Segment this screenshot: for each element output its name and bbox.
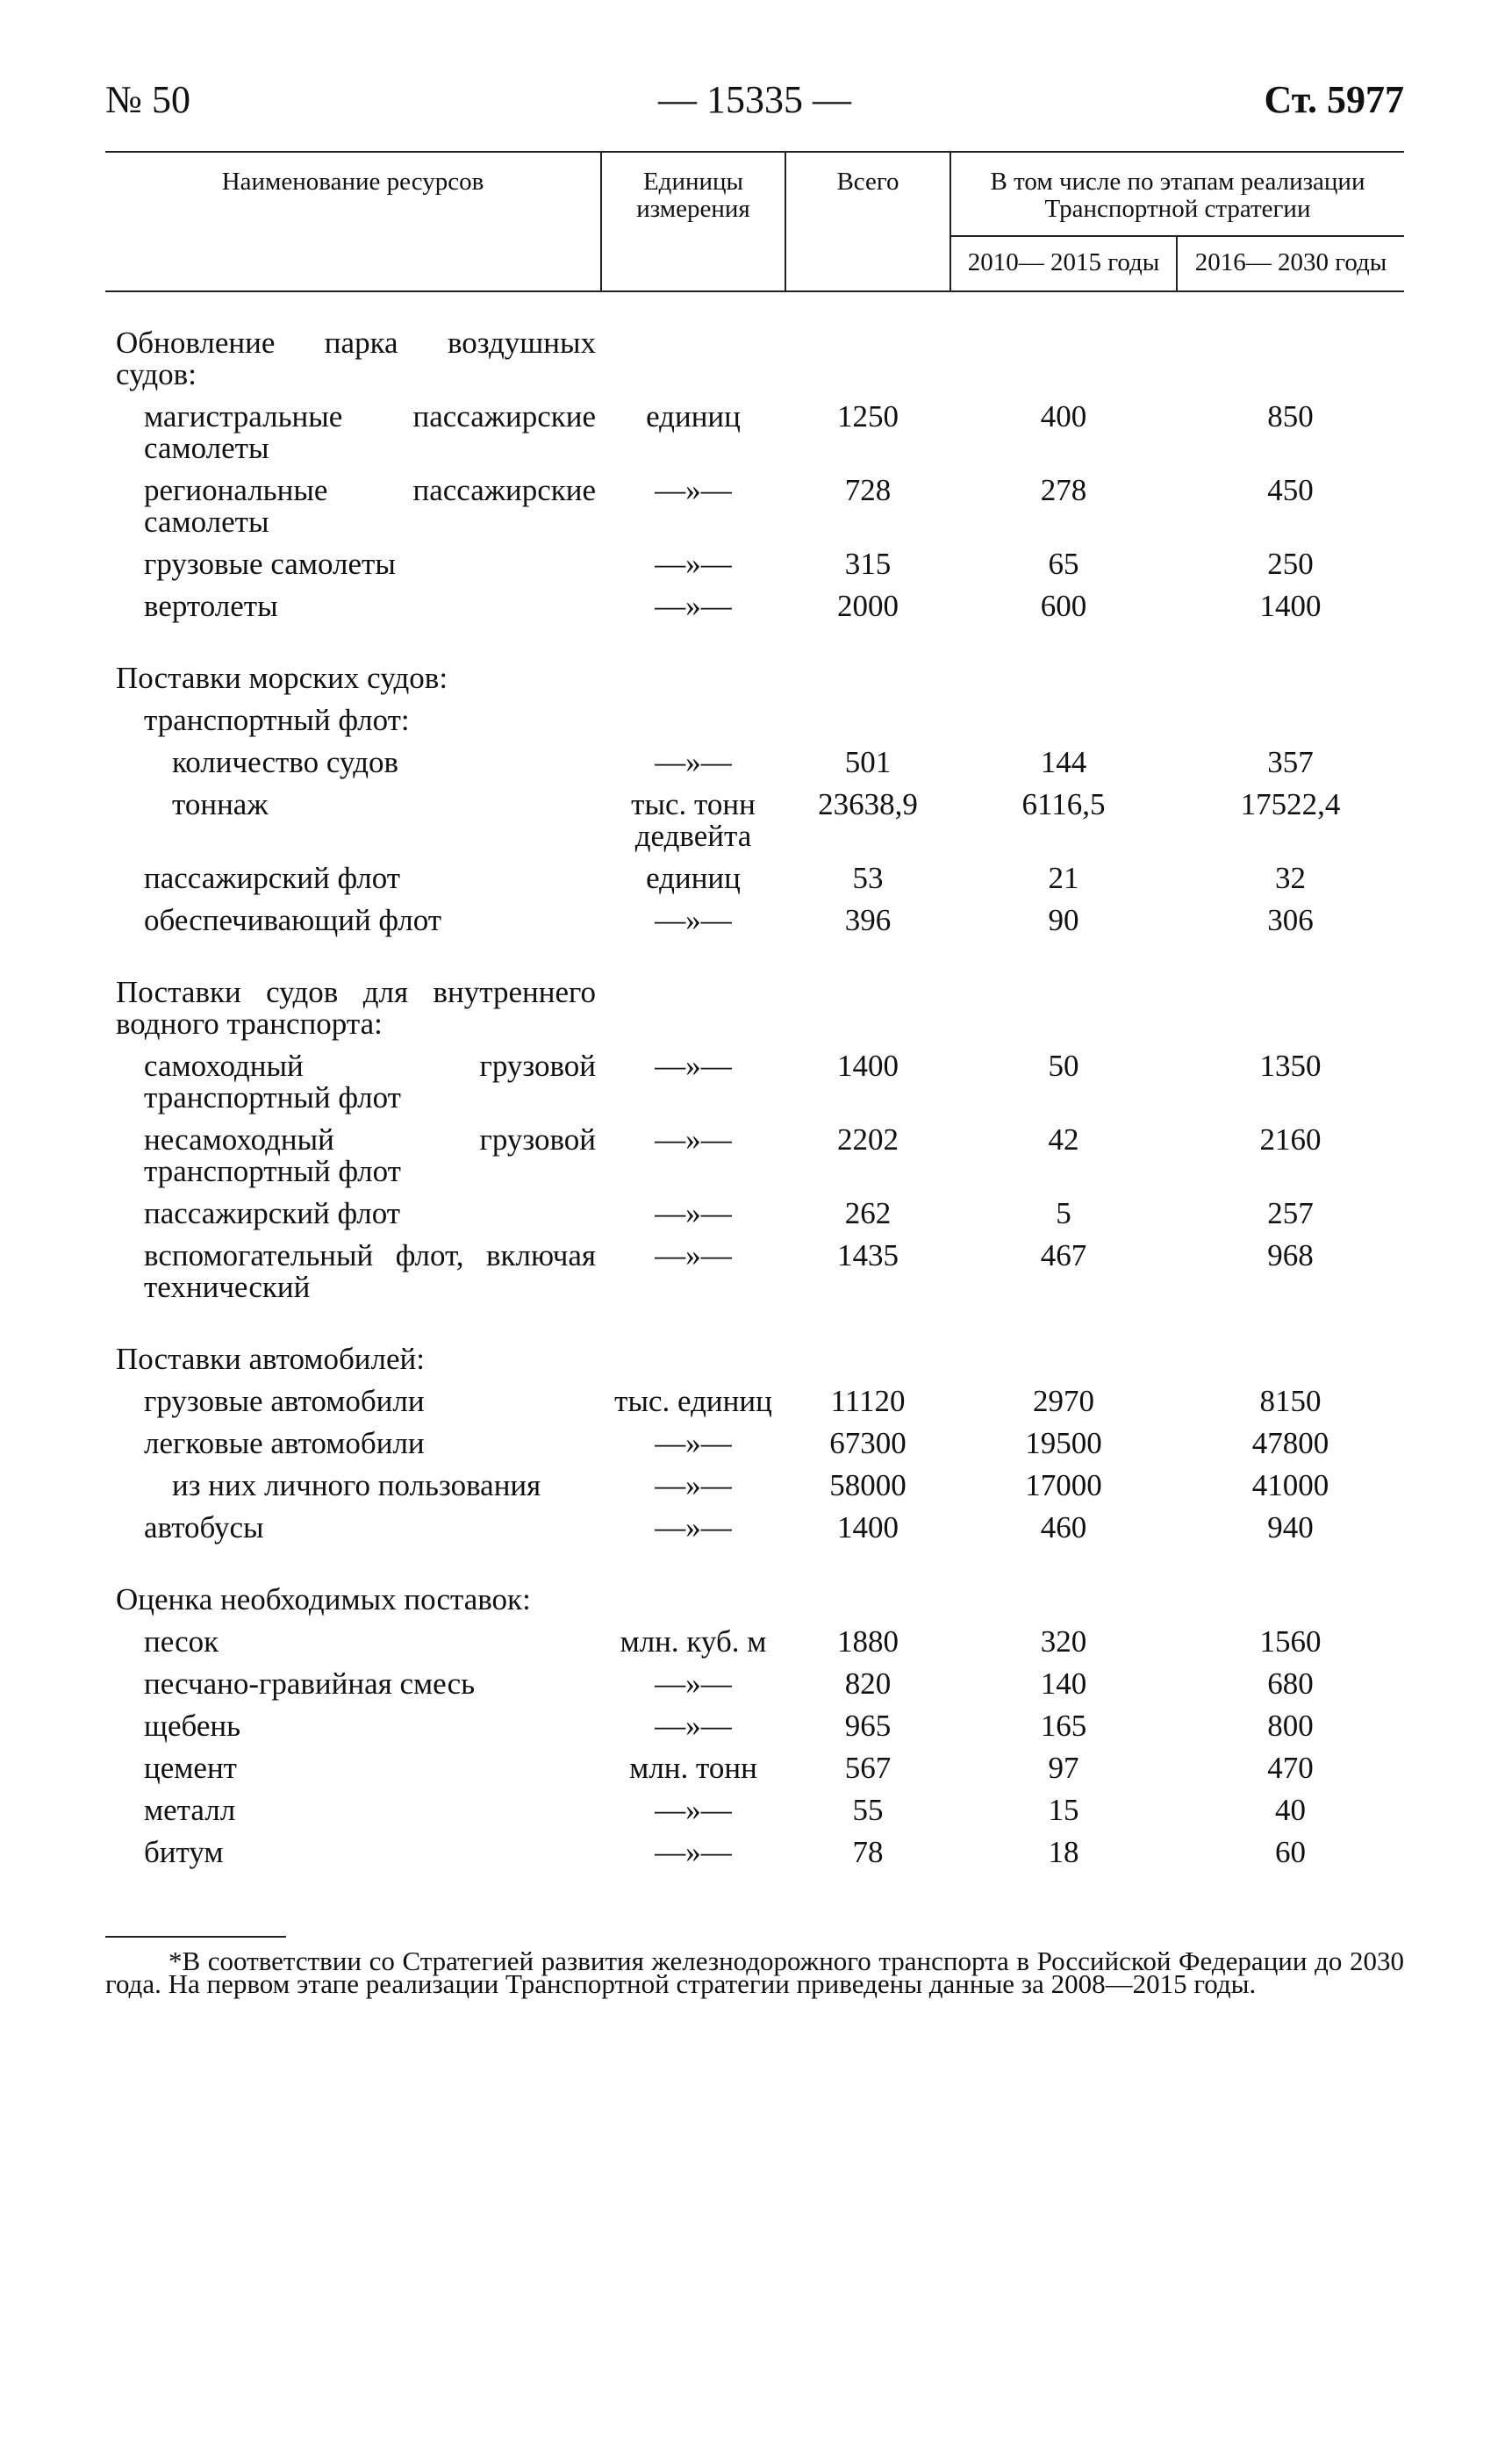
stage2-cell: 257 — [1267, 1196, 1314, 1230]
total-cell: 501 — [844, 745, 892, 779]
resource-name-cell: магистральные пассажирские самолеты — [144, 399, 596, 465]
group-title: Поставки автомобилей: — [116, 1342, 425, 1376]
unit-cell: тыс. тонн дедвейта — [631, 787, 756, 853]
stage2-cell: 968 — [1267, 1238, 1314, 1272]
total-cell: 55 — [852, 1793, 884, 1827]
stage2-cell: 680 — [1267, 1666, 1314, 1701]
stage1-cell: 400 — [1040, 399, 1087, 434]
stage2-cell: 470 — [1267, 1751, 1314, 1785]
group-title: Оценка необходимых поставок: — [116, 1582, 531, 1616]
group-row — [105, 1338, 1404, 1380]
stage2-cell — [1177, 699, 1404, 742]
stage2-cell: 32 — [1275, 861, 1306, 895]
table-body — [105, 291, 1404, 1874]
unit-cell: —»— — [655, 1238, 732, 1272]
stage1-cell: 17000 — [1025, 1468, 1102, 1502]
table-header — [105, 152, 1404, 291]
article-number: Ст. 5977 — [1264, 78, 1404, 121]
spacer-row — [105, 627, 1404, 657]
resource-name-cell: обеспечивающий флот — [144, 903, 442, 937]
stage1-cell: 320 — [1040, 1624, 1087, 1659]
stage1-cell: 467 — [1040, 1238, 1087, 1272]
unit-cell: —»— — [655, 1049, 732, 1083]
stage1-cell: 42 — [1048, 1122, 1079, 1157]
total-cell: 965 — [844, 1709, 892, 1743]
stage1-cell: 144 — [1040, 745, 1087, 779]
unit-cell: —»— — [655, 473, 732, 507]
unit-cell: —»— — [655, 1426, 732, 1460]
unit-cell: —»— — [655, 1510, 732, 1545]
table-row — [105, 1831, 1404, 1874]
stage1-cell: 90 — [1048, 903, 1079, 937]
col-header-name: Наименование ресурсов — [105, 152, 601, 291]
stage1-cell — [950, 699, 1177, 742]
total-cell: 728 — [844, 473, 892, 507]
table-row — [105, 469, 1404, 543]
table-row — [105, 585, 1404, 627]
table-row — [105, 857, 1404, 899]
stage1-cell: 278 — [1040, 473, 1087, 507]
stage2-cell: 357 — [1267, 745, 1314, 779]
unit-cell: млн. куб. м — [620, 1624, 767, 1659]
total-cell: 11120 — [830, 1384, 906, 1418]
unit-cell: —»— — [655, 1666, 732, 1701]
group-title: Поставки судов для внутреннего водного транспорта: — [116, 975, 596, 1041]
table-row — [105, 1663, 1404, 1705]
unit-cell — [601, 699, 785, 742]
table-row — [105, 742, 1404, 784]
total-cell: 1880 — [837, 1624, 899, 1659]
col-header-stage1: 2010— 2015 годы — [950, 236, 1177, 291]
resource-name-cell: пассажирский флот — [144, 1196, 401, 1230]
unit-cell: —»— — [655, 1122, 732, 1157]
empty-cell — [950, 322, 1177, 396]
empty-cell — [785, 657, 950, 699]
stage2-cell: 250 — [1267, 547, 1314, 581]
stage2-cell: 1400 — [1259, 589, 1322, 623]
stage1-cell: 140 — [1040, 1666, 1087, 1701]
total-cell: 1400 — [837, 1049, 899, 1083]
stage2-cell: 940 — [1267, 1510, 1314, 1545]
total-cell: 315 — [844, 547, 892, 581]
empty-cell — [601, 1579, 785, 1621]
spacer-row — [105, 291, 1404, 322]
footnote: *В соответствии со Стратегией развития железнодорожного транспорта в Российской Федерации до 2030 года. На первом этапе реализации Транспортной стратегии приведены данные за 2008—2015 годы. — [105, 1946, 1404, 1999]
total-cell: 1400 — [837, 1510, 899, 1545]
col-header-stage2: 2016— 2030 годы — [1177, 236, 1404, 291]
resource-name-cell: из них личного пользования — [172, 1468, 541, 1502]
unit-cell: —»— — [655, 589, 732, 623]
empty-cell — [1177, 971, 1404, 1045]
group-row — [105, 1579, 1404, 1621]
stage2-cell: 850 — [1267, 399, 1314, 434]
col-header-unit: Единицы измерения — [601, 152, 785, 291]
total-cell: 396 — [844, 903, 892, 937]
stage2-cell: 60 — [1275, 1835, 1306, 1869]
resource-name-cell: региональные пассажирские самолеты — [144, 473, 596, 539]
page-header — [105, 77, 1404, 130]
page-number: — 15335 — — [658, 78, 851, 121]
stage2-cell: 40 — [1275, 1793, 1306, 1827]
stage2-cell: 1560 — [1259, 1624, 1322, 1659]
group-title: Обновление парка воздушных судов: — [116, 326, 596, 391]
resource-name-cell: вспомогательный флот, включая технический — [144, 1238, 596, 1304]
total-cell: 2202 — [837, 1122, 899, 1157]
stage2-cell: 1350 — [1259, 1049, 1322, 1083]
unit-cell: —»— — [655, 1793, 732, 1827]
table-row — [105, 1465, 1404, 1507]
total-cell: 23638,9 — [818, 787, 918, 821]
resource-name-cell: песок — [144, 1624, 219, 1659]
table-row — [105, 1380, 1404, 1423]
table-row — [105, 396, 1404, 469]
resource-name-cell: битум — [144, 1835, 224, 1869]
table-row — [105, 1507, 1404, 1549]
table-row — [105, 1705, 1404, 1747]
unit-cell: —»— — [655, 547, 732, 581]
col-header-total: Всего — [785, 152, 950, 291]
spacer-row — [105, 1308, 1404, 1338]
resource-name-cell: грузовые самолеты — [144, 547, 396, 581]
stage1-cell: 6116,5 — [1021, 787, 1106, 821]
unit-cell: единиц — [646, 399, 741, 434]
resource-name-cell: транспортный флот: — [144, 703, 410, 737]
table-row — [105, 899, 1404, 942]
empty-cell — [950, 1338, 1177, 1380]
empty-cell — [1177, 657, 1404, 699]
stage1-cell: 18 — [1048, 1835, 1079, 1869]
resource-name-cell: несамоходный грузовой транспортный флот — [144, 1122, 596, 1188]
stage1-cell: 19500 — [1025, 1426, 1102, 1460]
resource-name-cell: грузовые автомобили — [144, 1384, 425, 1418]
total-cell: 53 — [852, 861, 884, 895]
empty-cell — [601, 657, 785, 699]
empty-cell — [1177, 1579, 1404, 1621]
stage1-cell: 460 — [1040, 1510, 1087, 1545]
unit-cell: —»— — [655, 1468, 732, 1502]
empty-cell — [601, 1338, 785, 1380]
table-row — [105, 1747, 1404, 1789]
empty-cell — [601, 322, 785, 396]
empty-cell — [1177, 322, 1404, 396]
total-cell: 2000 — [837, 589, 899, 623]
stage1-cell: 65 — [1048, 547, 1079, 581]
total-cell: 567 — [844, 1751, 892, 1785]
stage2-cell: 450 — [1267, 473, 1314, 507]
spacer-row — [105, 942, 1404, 971]
table-row — [105, 1045, 1404, 1119]
stage1-cell: 15 — [1048, 1793, 1079, 1827]
table-row — [105, 1193, 1404, 1235]
stage2-cell: 306 — [1267, 903, 1314, 937]
resource-name-cell: цемент — [144, 1751, 237, 1785]
table-row — [105, 1119, 1404, 1193]
empty-cell — [1177, 1338, 1404, 1380]
total-cell: 262 — [844, 1196, 892, 1230]
stage1-cell: 97 — [1048, 1751, 1079, 1785]
unit-cell: —»— — [655, 1196, 732, 1230]
resource-name-cell: песчано-гравийная смесь — [144, 1666, 476, 1701]
total-cell: 67300 — [829, 1426, 906, 1460]
unit-cell: —»— — [655, 903, 732, 937]
stage1-cell: 165 — [1040, 1709, 1087, 1743]
empty-cell — [601, 971, 785, 1045]
stage1-cell: 5 — [1056, 1196, 1071, 1230]
stage1-cell: 2970 — [1033, 1384, 1094, 1418]
group-title: Поставки морских судов: — [116, 661, 448, 695]
total-cell: 1435 — [837, 1238, 899, 1272]
stage2-cell: 800 — [1267, 1709, 1314, 1743]
stage2-cell: 2160 — [1259, 1122, 1322, 1157]
resource-name-cell: металл — [144, 1793, 236, 1827]
group-row — [105, 322, 1404, 396]
stage1-cell: 600 — [1040, 589, 1087, 623]
stage2-cell: 47800 — [1251, 1426, 1329, 1460]
resource-name-cell: автобусы — [144, 1510, 264, 1545]
table-row — [105, 1789, 1404, 1831]
total-cell: 1250 — [837, 399, 899, 434]
spacer-row — [105, 1549, 1404, 1579]
stage2-cell: 8150 — [1259, 1384, 1322, 1418]
stage1-cell: 50 — [1048, 1049, 1079, 1083]
empty-cell — [950, 657, 1177, 699]
resource-name-cell: пассажирский флот — [144, 861, 401, 895]
col-header-stages: В том числе по этапам реализации Транспортной стратегии — [950, 152, 1404, 236]
table-row — [105, 1423, 1404, 1465]
unit-cell: —»— — [655, 1709, 732, 1743]
table-row — [105, 784, 1404, 857]
unit-cell: тыс. единиц — [614, 1384, 772, 1418]
unit-cell: —»— — [655, 1835, 732, 1869]
table-row — [105, 543, 1404, 585]
unit-cell: единиц — [646, 861, 741, 895]
stage2-cell: 17522,4 — [1240, 787, 1341, 821]
resource-name-cell: легковые автомобили — [144, 1426, 425, 1460]
empty-cell — [950, 971, 1177, 1045]
empty-cell — [785, 1579, 950, 1621]
total-cell: 78 — [852, 1835, 884, 1869]
table-row — [105, 699, 1404, 742]
total-cell: 820 — [844, 1666, 892, 1701]
resource-name-cell: тоннаж — [172, 787, 269, 821]
footnote-rule — [105, 1936, 286, 1938]
total-cell: 58000 — [829, 1468, 906, 1502]
resource-name-cell: количество судов — [172, 745, 399, 779]
unit-cell: —»— — [655, 745, 732, 779]
empty-cell — [950, 1579, 1177, 1621]
resource-name-cell: щебень — [144, 1709, 241, 1743]
group-row — [105, 657, 1404, 699]
empty-cell — [785, 971, 950, 1045]
resources-table — [105, 151, 1404, 1874]
stage1-cell: 21 — [1048, 861, 1079, 895]
table-row — [105, 1621, 1404, 1663]
resource-name-cell: вертолеты — [144, 589, 278, 623]
total-cell — [785, 699, 950, 742]
unit-cell: млн. тонн — [629, 1751, 757, 1785]
resource-name-cell: самоходный грузовой транспортный флот — [144, 1049, 596, 1114]
table-row — [105, 1235, 1404, 1308]
empty-cell — [785, 322, 950, 396]
stage2-cell: 41000 — [1251, 1468, 1329, 1502]
issue-number: № 50 — [105, 78, 190, 121]
empty-cell — [785, 1338, 950, 1380]
group-row — [105, 971, 1404, 1045]
